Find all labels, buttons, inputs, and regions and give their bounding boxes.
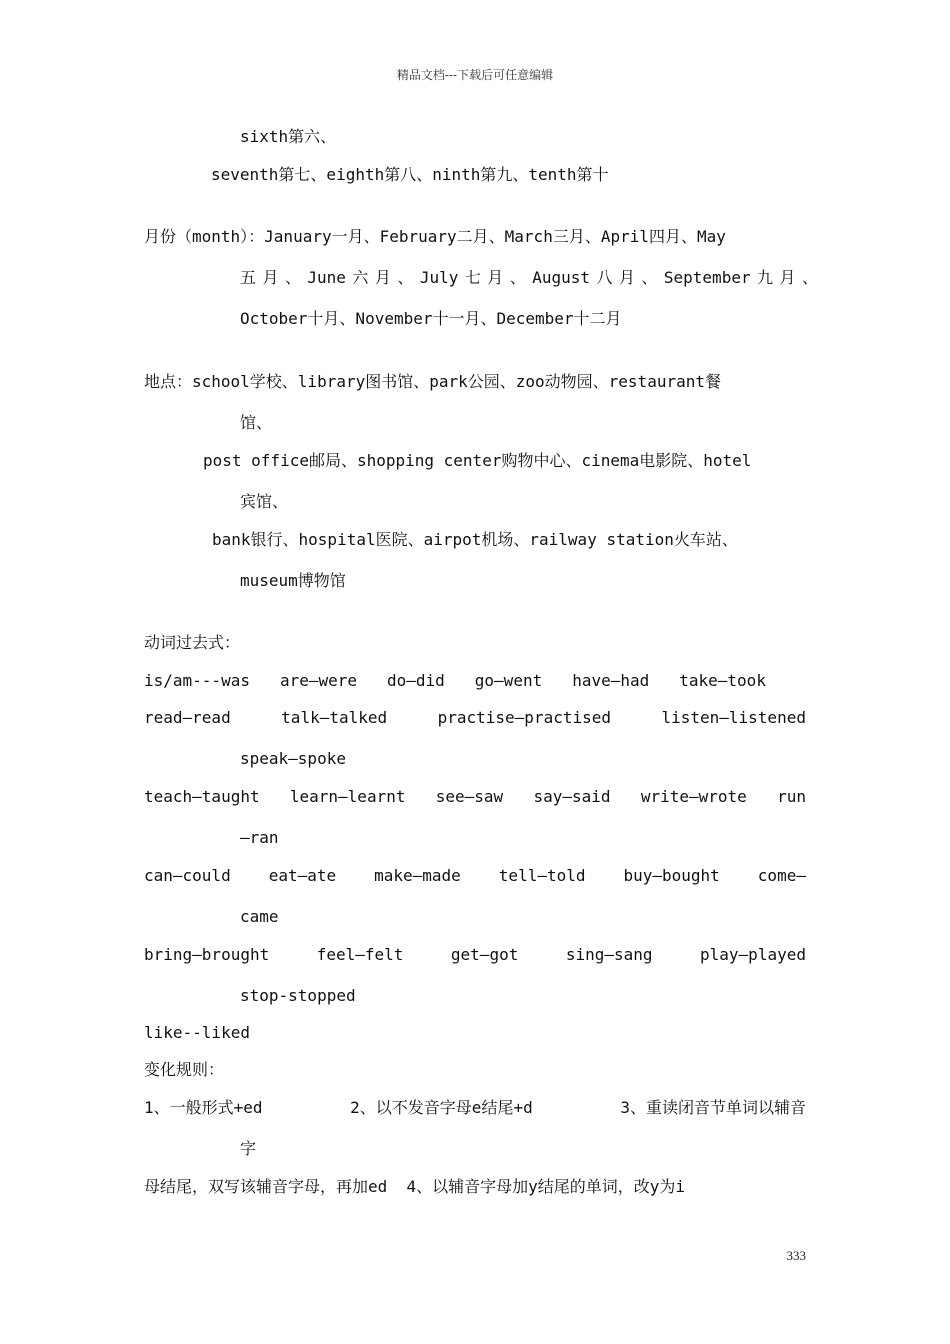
- verbs-row-4-continued: came: [240, 907, 279, 926]
- verb-pair: listen—listened: [661, 708, 806, 727]
- verb-pair: learn—learnt: [289, 787, 406, 806]
- verb-pair: can—could: [144, 866, 231, 885]
- verbs-row-2: [144, 708, 806, 728]
- verb-pair: see—saw: [435, 787, 504, 806]
- verbs-row-3-continued: —ran: [240, 828, 279, 847]
- months-line-3: October十月、November十一月、December十二月: [240, 309, 622, 328]
- verb-pair: run: [777, 787, 806, 806]
- verb-pair: buy—bought: [623, 866, 720, 885]
- verb-pair: have—had: [572, 671, 650, 690]
- verb-pair: eat—ate: [268, 866, 337, 885]
- verb-pair: practise—practised: [437, 708, 611, 727]
- places-line-4: 宾馆、: [240, 492, 289, 511]
- verbs-row-3: [144, 787, 806, 807]
- months-line-1: 月份（month）：January一月、February二月、March三月、April四月、May: [144, 227, 726, 246]
- rule-item: 2、以不发音字母e结尾+d: [350, 1098, 533, 1117]
- places-line-1: 地点：school学校、library图书馆、park公园、zoo动物园、restaurant餐: [144, 372, 721, 391]
- verb-pair: are—were: [279, 671, 358, 690]
- months-line-2: 五月、June六月、July七月、August八月、September九月、: [240, 268, 818, 287]
- verbs-row-5-continued: stop-stopped: [240, 986, 356, 1005]
- verb-pair: play—played: [700, 945, 806, 964]
- verb-pair: tell—told: [498, 866, 586, 885]
- verb-pair: teach—taught: [144, 787, 260, 806]
- ordinals-line-1: sixth第六、: [240, 127, 337, 146]
- verb-pair: do—did: [387, 671, 445, 690]
- verbs-row-5: [144, 945, 806, 965]
- verb-pair: feel—felt: [316, 945, 404, 964]
- verb-pair: read—read: [144, 708, 231, 727]
- verbs-row-1: [144, 671, 766, 691]
- verb-pair: get—got: [450, 945, 519, 964]
- verbs-row-6: like--liked: [144, 1023, 250, 1042]
- verb-pair: go—went: [474, 671, 543, 690]
- rules-row-1: [144, 1098, 806, 1118]
- places-line-5: bank银行、hospital医院、airpot机场、railway station火车站、: [212, 530, 738, 549]
- page-number: 333: [786, 1248, 806, 1263]
- verb-pair: sing—sang: [565, 945, 653, 964]
- verb-pair: take—took: [679, 671, 766, 690]
- verb-pair: is/am---was: [144, 671, 250, 690]
- verbs-title: 动词过去式：: [144, 633, 241, 652]
- verbs-row-4: [144, 866, 806, 886]
- ordinals-line-2: seventh第七、eighth第八、ninth第九、tenth第十: [211, 165, 609, 184]
- page-header: 精品文档---下载后可任意编辑: [396, 68, 554, 82]
- places-line-3: post office邮局、shopping center购物中心、cinema电影院、hotel: [203, 451, 752, 470]
- rule-item: 3、重读闭音节单词以辅音: [620, 1098, 806, 1117]
- rules-title: 变化规则：: [144, 1060, 225, 1079]
- places-line-6: museum博物馆: [240, 571, 346, 590]
- verbs-row-2-continued: speak—spoke: [240, 749, 346, 768]
- verb-pair: talk—talked: [281, 708, 388, 727]
- verb-pair: write—wrote: [640, 787, 747, 806]
- verb-pair: make—made: [374, 866, 461, 885]
- rules-row-2: 母结尾，双写该辅音字母，再加ed 4、以辅音字母加y结尾的单词，改y为i: [144, 1177, 686, 1196]
- rules-row-1-continued: 字: [240, 1139, 257, 1158]
- places-line-2: 馆、: [240, 413, 273, 432]
- verb-pair: come—: [757, 866, 806, 885]
- verb-pair: say—said: [533, 787, 611, 806]
- verb-pair: bring—brought: [144, 945, 270, 964]
- rule-item: 1、一般形式+ed: [144, 1098, 263, 1117]
